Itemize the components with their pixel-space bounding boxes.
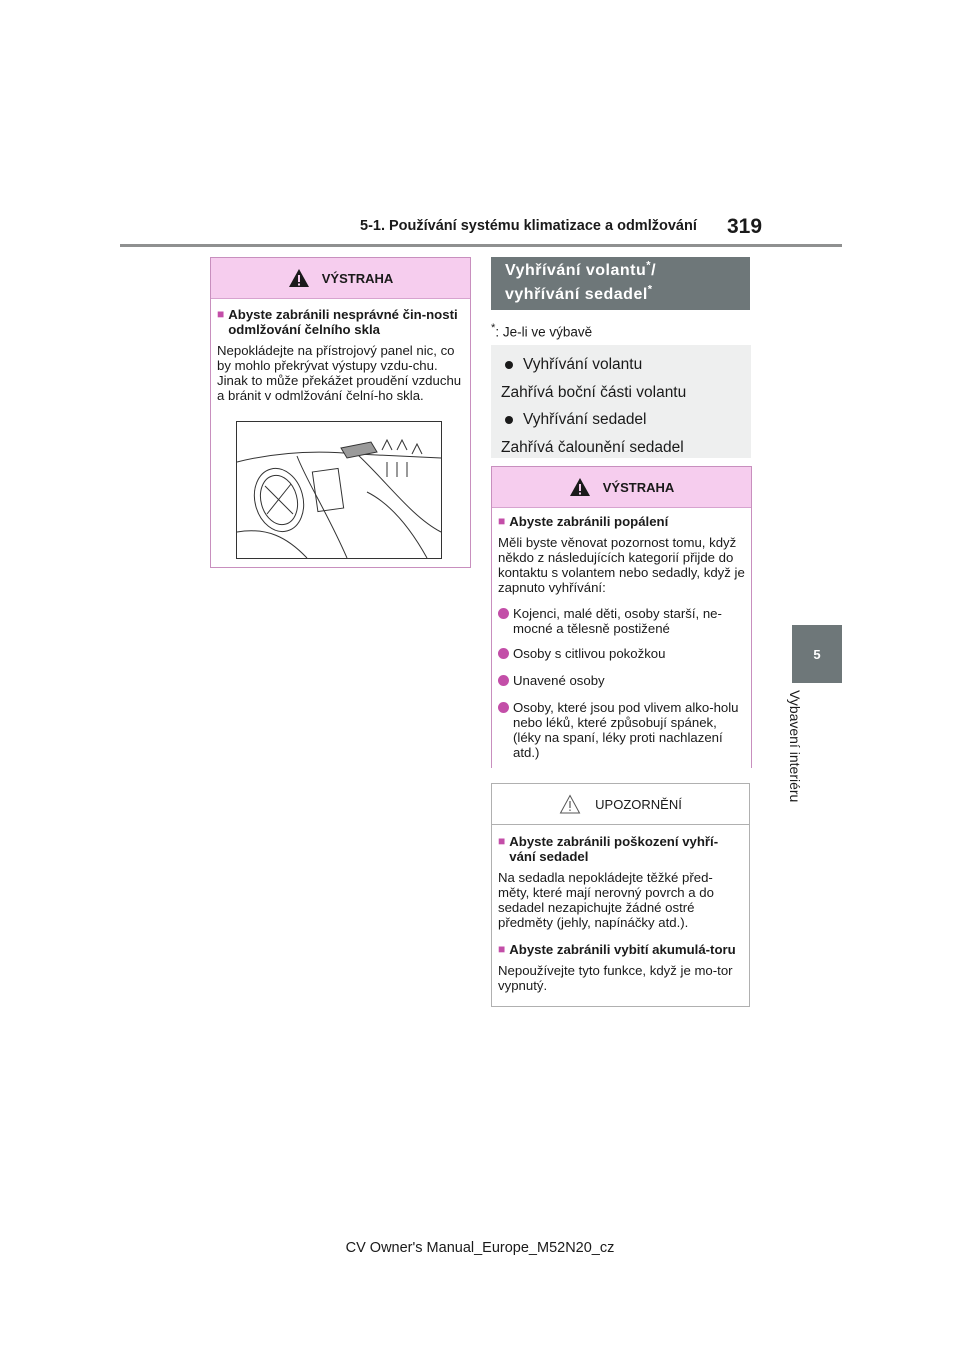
dashboard-illustration [236,421,442,559]
square-bullet-icon: ■ [498,834,506,848]
feature-description: Zahřívá boční části volantu [501,384,687,401]
warning-heading: ■ Abyste zabránili popálení [498,514,669,529]
warning-body: Měli byste věnovat pozornost tomu, když někdo z následujících kategorií přijde do kontaktu s volantem nebo sedadly, když je zapnuto vyhřívání: [498,535,745,595]
warning-label: VÝSTRAHA [602,479,675,495]
warning-header [492,467,751,508]
dot-bullet-icon [498,702,509,713]
warning-triangle-icon [288,268,310,288]
feature-list [491,345,751,458]
bullet-icon [505,416,513,424]
square-bullet-icon: ■ [498,942,506,956]
bullet-icon [505,361,513,369]
caution-triangle-icon [559,794,581,814]
header-rule [120,244,842,247]
equipment-note: *: Je-li ve výbavě [491,322,593,340]
warning-label: VÝSTRAHA [321,270,394,286]
square-bullet-icon: ■ [217,307,225,321]
chapter-tab[interactable]: 5 [792,625,842,683]
caution-heading: ■ Abyste zabránili poškození vyhří-vání sedadel [498,834,719,864]
chapter-label [789,690,803,830]
caution-body: Na sedadla nepokládejte těžké před-měty, které mají nerovný povrch a do sedadel nezapichujte žádné ostré předměty (jehly, napínáčky atd.). [498,870,714,930]
footer-text: CV Owner's Manual_Europe_M52N20_cz [345,1240,615,1256]
chapter-label-text: Vybavení interiéru [787,690,803,803]
caution-box [491,783,750,1007]
caution-label: UPOZORNĚNÍ [595,796,682,812]
list-item: Unavené osoby [498,673,745,688]
warning-heading: ■ Abyste zabránili nesprávné čin-nosti odmlžování čelního skla [217,307,458,337]
section-title: 5-1. Používání systému klimatizace a odmlžování [360,218,697,234]
feature-description: Zahřívá čalounění sedadel [501,439,684,456]
warning-body: Nepokládejte na přístrojový panel nic, co by mohlo překrývat výstupy vzdu-chu. Jinak to může překážet proudění vzduchu a bránit v odmlžování čelní-ho skla. [217,343,462,403]
dashboard-drawing-icon [237,422,441,558]
dot-bullet-icon [498,675,509,686]
warning-triangle-icon [569,477,591,497]
list-item: Osoby, které jsou pod vlivem alko-holu nebo léků, které způsobují spánek, (léky na spaní, léky proti nachlazení atd.) [498,700,745,760]
feature-item: Vyhřívání volantu [501,351,741,379]
caution-heading: ■ Abyste zabránili vybití akumulá-toru [498,942,736,957]
list-item: Osoby s citlivou pokožkou [498,646,745,661]
dot-bullet-icon [498,648,509,659]
caution-header [492,784,749,825]
feature-item: Vyhřívání sedadel [501,406,741,434]
section-heading: Vyhřívání volantu*/ vyhřívání sedadel* [491,257,750,310]
list-item: Kojenci, malé děti, osoby starší, ne-mocné a tělesně postižené [498,606,745,636]
square-bullet-icon: ■ [498,514,506,528]
warning-header [211,258,470,299]
left-warning-box [210,257,471,568]
right-warning-box [491,466,752,768]
dot-bullet-icon [498,608,509,619]
page-number: 319 [727,215,763,238]
caution-body: Nepoužívejte tyto funkce, když je mo-tor vypnutý. [498,963,733,993]
